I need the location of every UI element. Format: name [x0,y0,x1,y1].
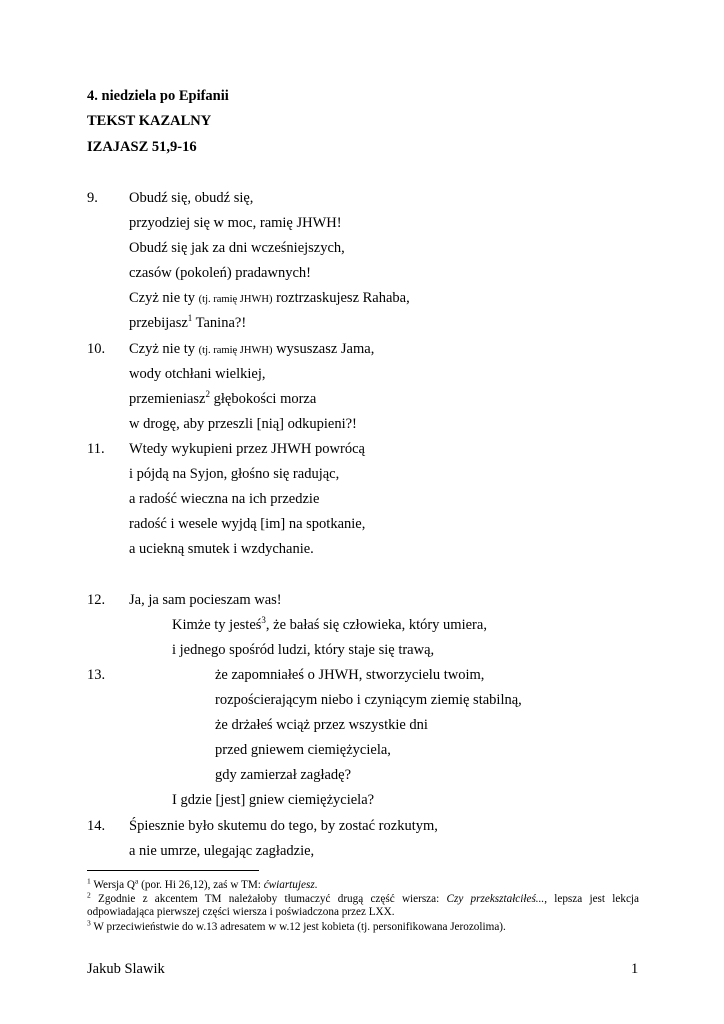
verse-12-line-3: i jednego spośród ludzi, który staje się trawą, [172,642,435,658]
verse-9-line-6 [129,315,246,332]
verse-11-line-3: a radość wieczna na ich przedzie [129,491,320,507]
scripture-reference: IZAJASZ 51,9-16 [87,139,197,155]
verse-text: przebijasz [129,315,188,331]
verse-text: Kimże ty jesteś [172,617,262,633]
verse-9-line-2: przyodziej się w moc, ramię JHWH! [129,215,342,231]
footnote-separator [87,870,259,871]
verse-text: przemieniasz [129,391,206,407]
verse-11-line-2: i pójdą na Syjon, głośno się radując, [129,466,340,482]
verse-text: Tanina?! [192,315,247,331]
verse-text: Czyż nie ty [129,290,199,306]
sunday-title: 4. niedziela po Epifanii [87,88,229,104]
verse-9-line-3: Obudź się jak za dni wcześniejszych, [129,240,345,256]
verse-10-line-1 [129,341,374,358]
verse-13-line-3: że drżałeś wciąż przez wszystkie dni [215,717,428,733]
footer-author: Jakub Slawik [87,961,165,977]
footnote-mark: 2 [87,890,91,900]
footnote-mark: 3 [87,918,91,928]
footnote-ref-3[interactable]: 3 [261,615,266,626]
footnote-italic: ćwiartujesz [263,879,315,891]
verse-9-line-1: Obudź się, obudź się, [129,190,254,206]
verse-text: głębokości morza [210,391,317,407]
inline-gloss: (tj. ramię JHWH) [198,294,273,305]
footnote-text: Zgodnie z akcentem TM należałoby tłumaczyć drugą część wiersza: [90,893,447,905]
footnote-text: , lepsza jest lekcja odpowiadająca pierwszej części wiersza i poświadczona przez LXX. [87,893,639,918]
verse-13-line-4: przed gniewem ciemiężyciela, [215,742,391,758]
verse-text: wysuszasz Jama, [272,341,375,357]
verse-text: Czyż nie ty [129,341,199,357]
verse-text: , że bałaś się człowieka, który umiera, [265,617,487,633]
footnote-text: (por. Hi 26,12), zaś w TM: [138,879,264,891]
verse-9-line-4: czasów (pokoleń) pradawnych! [129,265,311,281]
footnote-italic: Czy przekształciłeś... [446,893,545,905]
verse-12-line-2 [172,617,487,634]
page-number: 1 [631,961,639,977]
verse-10-line-3 [129,391,316,408]
verse-number-11: 11. [87,441,105,457]
verse-11-line-1: Wtedy wykupieni przez JHWH powrócą [129,441,365,457]
footnote-1 [87,876,639,892]
footnote-text: W przeciwieństwie do w.13 adresatem w w.12 jest kobieta (tj. personifikowana Jerozolima). [90,921,506,933]
verse-number-12: 12. [87,592,106,608]
verse-14-line-1: Śpiesznie było skutemu do tego, by zostać rozkutym, [129,818,438,834]
verse-14-line-2: a nie umrze, ulegając zagładzie, [129,843,315,859]
footnote-text: . [314,879,318,891]
verse-number-13: 13. [87,667,106,683]
footnote-ref-2[interactable]: 2 [205,389,210,400]
verse-13-line-5: gdy zamierzał zagładę? [215,767,352,783]
footnote-2 [87,890,639,919]
verse-9-line-5 [129,290,410,307]
verse-10-line-2: wody otchłani wielkiej, [129,366,266,382]
verse-text: roztrzaskujesz Rahaba, [272,290,410,306]
verse-12-line-1: Ja, ja sam pocieszam was! [129,592,282,608]
footnote-mark: 1 [87,876,91,886]
footnote-text: Wersja Q [90,879,136,891]
verse-11-line-5: a uciekną smutek i wzdychanie. [129,541,314,557]
footnote-ref-1[interactable]: 1 [187,313,193,324]
verse-number-10: 10. [87,341,106,357]
verse-13-line-2: rozpościerającym niebo i czyniącym ziemię stabilną, [215,692,522,708]
inline-gloss: (tj. ramię JHWH) [198,345,273,356]
verse-number-14: 14. [87,818,106,834]
verse-13-line-6: I gdzie [jest] gniew ciemiężyciela? [172,792,375,808]
verse-13-line-1: że zapomniałeś o JHWH, stworzycielu twoim, [215,667,485,683]
verse-number-9: 9. [87,190,98,206]
verse-10-line-4: w drogę, aby przeszli [nią] odkupieni?! [129,416,357,432]
footnote-3 [87,918,639,934]
section-title: TEKST KAZALNY [87,113,212,129]
verse-11-line-4: radość i wesele wyjdą [im] na spotkanie, [129,516,366,532]
footnote-sup: a [135,876,139,886]
